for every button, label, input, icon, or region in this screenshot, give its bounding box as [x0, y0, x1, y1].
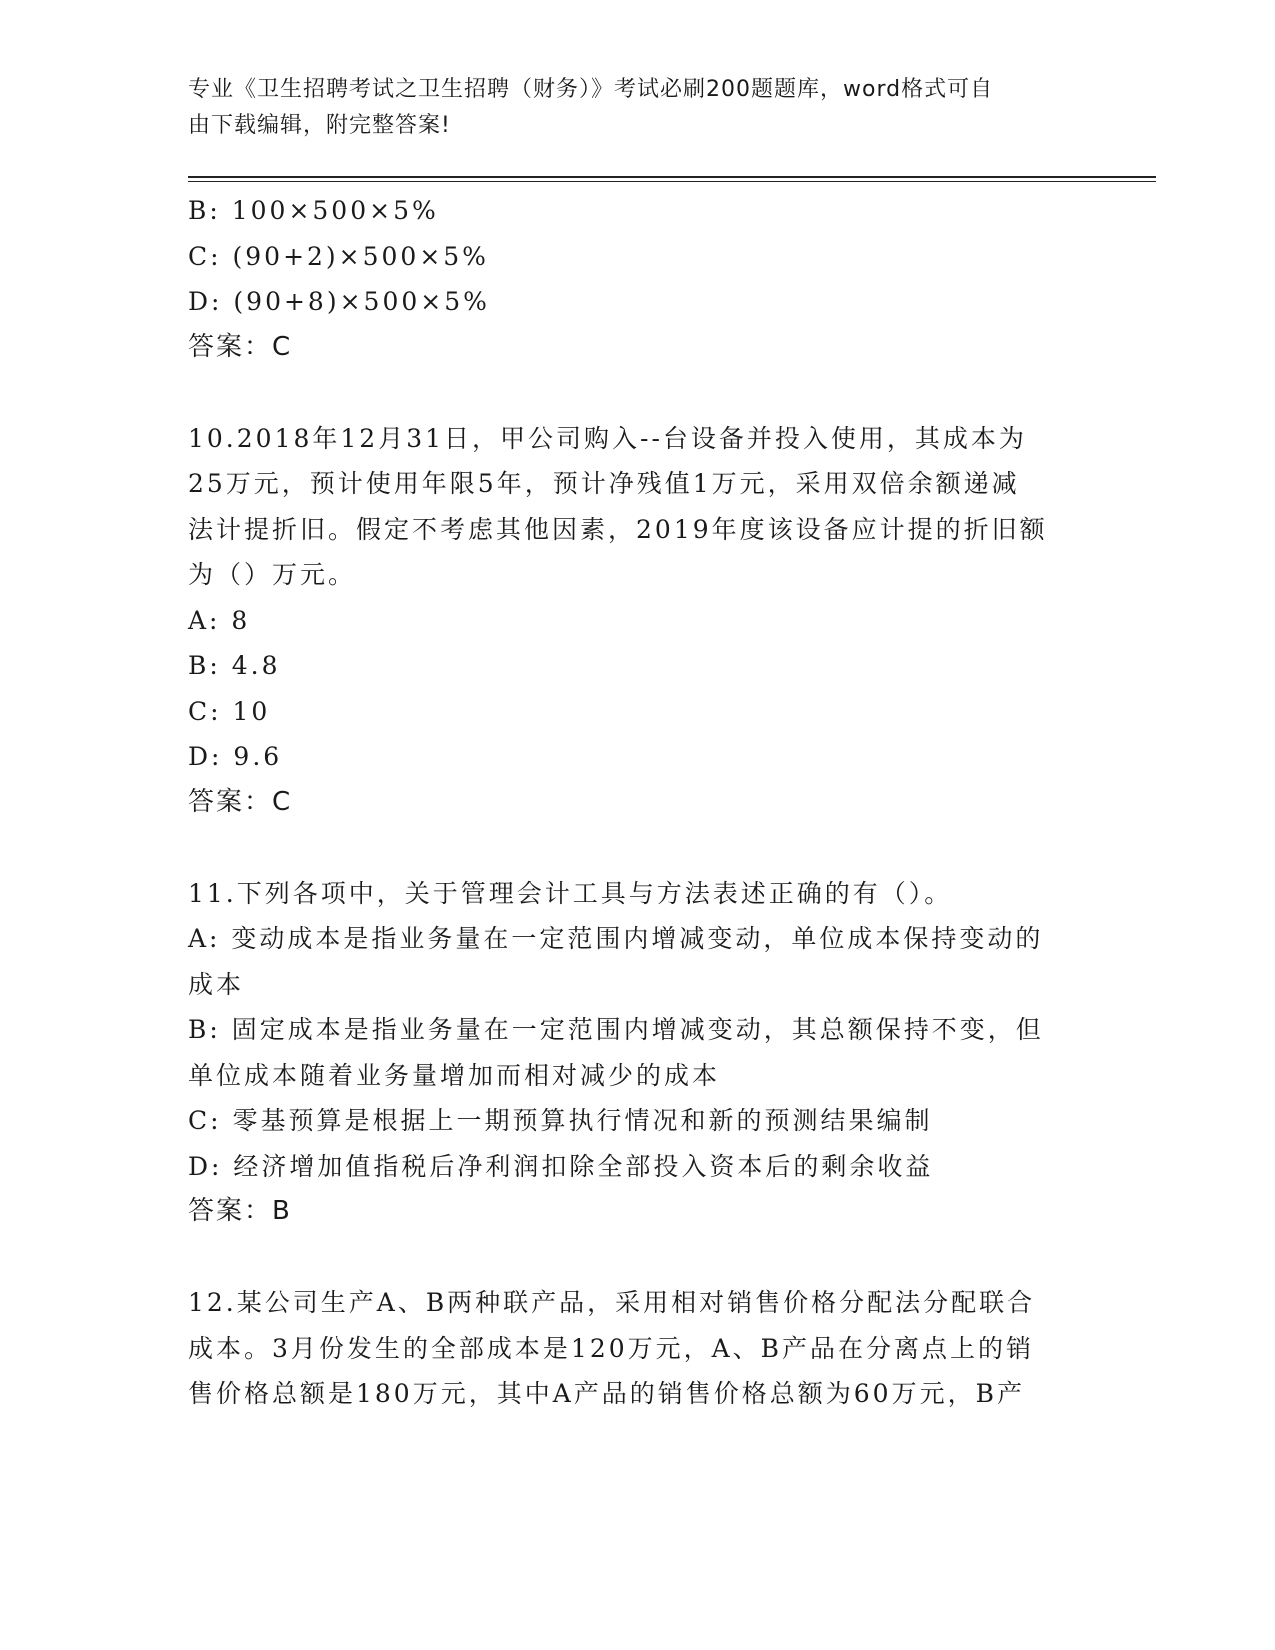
question-11 [188, 871, 1088, 1235]
header-divider-thick [188, 176, 1156, 178]
page-header [188, 72, 1088, 144]
option-d: D: (90+8)×500×5% [188, 287, 490, 316]
option-b: B: 固定成本是指业务量在一定范围内增减变动，其总额保持不变，但 [188, 1015, 1044, 1044]
option-c: C: (90+2)×500×5% [188, 241, 489, 271]
header-line-2: 由下载编辑，附完整答案! [188, 113, 451, 138]
spacer [188, 1235, 1088, 1281]
option-a: A: 变动成本是指业务量在一定范围内增减变动，单位成本保持变动的 [188, 924, 1044, 953]
option-c: C: 10 [188, 696, 271, 726]
option-b: B: 100×500×5% [188, 196, 439, 225]
question-text: 售价格总额是180万元，其中A产品的销售价格总额为60万元，B产 [188, 1379, 1025, 1408]
question-12 [188, 1280, 1088, 1417]
question-text: 为（）万元。 [188, 560, 357, 589]
question-10 [188, 416, 1088, 826]
answer: 答案：B [188, 1196, 292, 1226]
option-a: A: 8 [188, 605, 251, 635]
question-text: 11.下列各项中，关于管理会计工具与方法表述正确的有（）。 [188, 878, 953, 908]
answer: 答案：C [188, 331, 293, 362]
question-text: 法计提折旧。假定不考虑其他因素，2019年度该设备应计提的折旧额 [188, 514, 1048, 544]
option-b: B: 4.8 [188, 651, 281, 680]
question-text: 12.某公司生产A、B两种联产品，采用相对销售价格分配法分配联合 [188, 1288, 1036, 1317]
question-content [188, 188, 1088, 1417]
spacer [188, 370, 1088, 416]
option-d: D: 9.6 [188, 742, 283, 771]
header-divider-thin [188, 181, 1156, 182]
question-text: 成本。3月份发生的全部成本是120万元，A、B产品在分离点上的销 [188, 1333, 1035, 1363]
question-text: 10.2018年12月31日，甲公司购入--台设备并投入使用，其成本为 [188, 423, 1027, 453]
answer: 答案：C [188, 786, 293, 817]
question-9-tail [188, 188, 1088, 370]
header-line-1: 专业《卫生招聘考试之卫生招聘（财务）》考试必刷200题题库，word格式可自 [188, 77, 994, 102]
question-text: 25万元，预计使用年限5年，预计净残值1万元，采用双倍余额递减 [188, 469, 1020, 498]
option-d: D: 经济增加值指税后净利润扣除全部投入资本后的剩余收益 [188, 1151, 934, 1181]
option-c: C: 零基预算是根据上一期预算执行情况和新的预测结果编制 [188, 1106, 933, 1135]
spacer [188, 825, 1088, 871]
option-b-continued: 单位成本随着业务量增加而相对减少的成本 [188, 1060, 721, 1090]
option-a-continued: 成本 [188, 969, 245, 999]
